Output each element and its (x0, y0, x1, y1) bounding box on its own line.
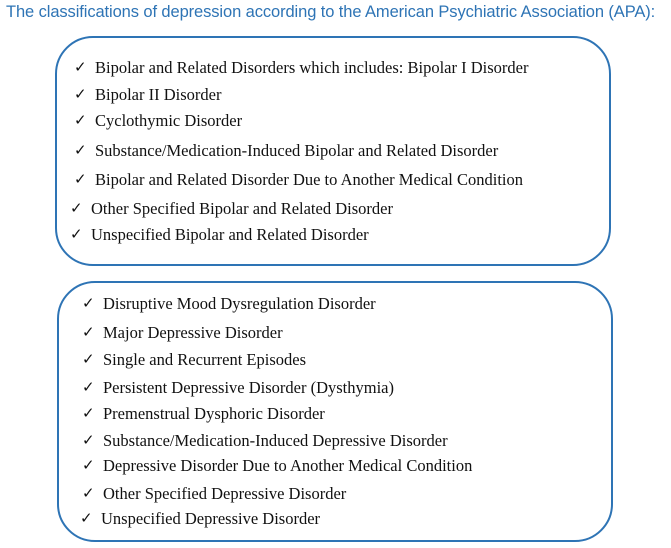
checkmark-icon: ✓ (82, 484, 95, 502)
list-item-label: Persistent Depressive Disorder (Dysthymia) (103, 378, 394, 397)
list-item-label: Other Specified Bipolar and Related Disorder (91, 199, 393, 218)
checkmark-icon: ✓ (82, 378, 95, 396)
checkmark-icon: ✓ (74, 85, 87, 103)
checkmark-icon: ✓ (82, 404, 95, 422)
checkmark-icon: ✓ (74, 141, 87, 159)
list-item-label: Bipolar and Related Disorder Due to Another Medical Condition (95, 170, 523, 189)
list-item-label: Premenstrual Dysphoric Disorder (103, 404, 325, 423)
checkmark-icon: ✓ (82, 323, 95, 341)
checkmark-icon: ✓ (82, 456, 95, 474)
checkmark-icon: ✓ (74, 170, 87, 188)
checkmark-icon: ✓ (82, 350, 95, 368)
checkmark-icon: ✓ (82, 431, 95, 449)
checkmark-icon: ✓ (82, 294, 95, 312)
list-item-label: Other Specified Depressive Disorder (103, 484, 347, 503)
list-item-label: Major Depressive Disorder (103, 323, 283, 342)
list-item-label: Disruptive Mood Dysregulation Disorder (103, 294, 376, 313)
list-item-label: Substance/Medication-Induced Depressive Disorder (103, 431, 448, 450)
checkmark-icon: ✓ (74, 58, 87, 76)
checkmark-icon: ✓ (70, 225, 83, 243)
list-item-label: Depressive Disorder Due to Another Medical Condition (103, 456, 473, 475)
list-item-label: Unspecified Depressive Disorder (101, 509, 321, 528)
checkmark-icon: ✓ (74, 111, 87, 129)
list-item-label: Bipolar II Disorder (95, 85, 222, 104)
list-item-label: Single and Recurrent Episodes (103, 350, 306, 369)
list-item-label: Substance/Medication-Induced Bipolar and Related Disorder (95, 141, 499, 160)
page-title: The classifications of depression according to the American Psychiatric Association (APA): (6, 3, 656, 21)
list-item-label: Cyclothymic Disorder (95, 111, 243, 130)
checkmark-icon: ✓ (80, 509, 93, 527)
checkmark-icon: ✓ (70, 199, 83, 217)
list-item-label: Unspecified Bipolar and Related Disorder (91, 225, 369, 244)
list-item-label: Bipolar and Related Disorders which includes: Bipolar I Disorder (95, 58, 529, 77)
